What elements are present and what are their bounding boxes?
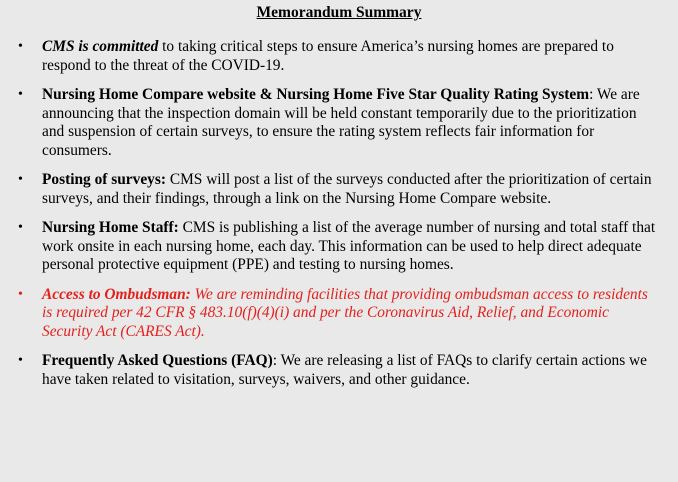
summary-list	[0, 38, 678, 389]
item-text: CMS will post a list of the surveys conducted after the prioritization of certain surveys, and their findings, through a link on the Nursing Home Compare website.	[42, 171, 652, 207]
summary-item-cms-committed	[0, 38, 678, 75]
bullet-icon: •	[18, 87, 23, 102]
summary-item-nursing-home-staff	[0, 219, 678, 275]
summary-item-access-ombudsman	[0, 286, 678, 342]
summary-item-posting-surveys	[0, 171, 678, 208]
item-lead: Access to Ombudsman:	[42, 285, 191, 303]
item-text: CMS is publishing a list of the average number of nursing and total staff that work onsite in each nursing home, each day. This information can be used to help direct adequate personal protective equipment (PPE) and testing to nursing homes.	[42, 219, 656, 273]
item-lead: Frequently Asked Questions (FAQ)	[42, 352, 273, 369]
item-lead: Posting of surveys:	[42, 171, 166, 188]
memo-title: Memorandum Summary	[256, 4, 422, 21]
item-text: : We are releasing a list of FAQs to clarify certain actions we have taken related to visitation, surveys, waivers, and other guidance.	[42, 352, 648, 388]
item-lead: Nursing Home Staff:	[42, 219, 179, 236]
bullet-icon: •	[18, 172, 23, 187]
bullet-icon: •	[18, 286, 23, 302]
bullet-icon: •	[18, 39, 23, 54]
item-lead: Nursing Home Compare website & Nursing Home Five Star Quality Rating System	[42, 86, 590, 103]
item-lead: CMS is committed	[42, 38, 159, 55]
item-text: We are reminding facilities that providing ombudsman access to residents is required per 42 CFR § 483.10(f)(4)(i) and per the Coronavirus Aid, Relief, and Economic Security Act (CARES Act).	[42, 285, 648, 340]
item-text: to taking critical steps to ensure America’s nursing homes are prepared to respond to the threat of the COVID-19.	[42, 38, 614, 74]
item-text: : We are announcing that the inspection domain will be held constant temporarily due to the prioritization and suspension of certain surveys, to ensure the rating system reflects fair information for consumers.	[42, 86, 640, 159]
summary-item-nursing-home-compare	[0, 86, 678, 160]
bullet-icon: •	[18, 353, 23, 368]
summary-item-faq	[0, 352, 678, 389]
bullet-icon: •	[18, 220, 23, 235]
